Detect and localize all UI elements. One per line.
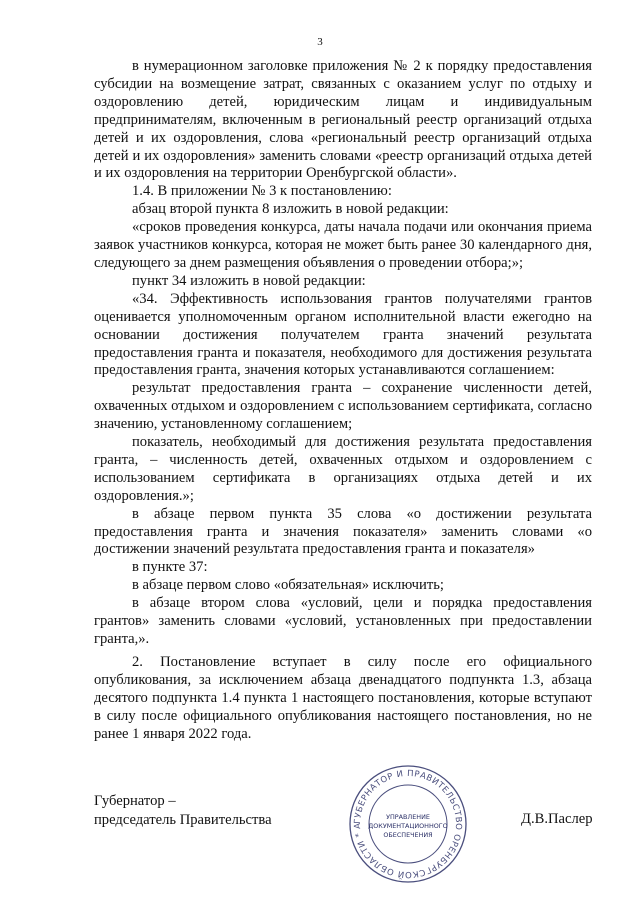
document-body — [94, 58, 592, 743]
paragraph: в пункте 37: — [132, 559, 208, 576]
paragraph: в нумерационном заголовке приложения № 2 к порядку предоставления субсидии на возмещение затрат, связанных с оказанием услуг по отдыху и оздоровлению детей, юридическим лицам и индивидуальным предпринимателям, включенным в региональный реестр организаций отдыха детей и их оздоровления, слова «региональный реестр организаций отдыха детей и их оздоровления» заменить словами «реестр организаций отдыха детей и их оздоровления на территории Оренбургской области». — [94, 58, 592, 182]
stamp-line2: ДОКУМЕНТАЦИОННОГО — [368, 822, 448, 830]
paragraph: в абзаце втором слова «условий, цели и порядка предоставления грантов» заменить словами «условий, установленных при предоставлении гранта,». — [94, 595, 592, 647]
paragraph: показатель, необходимый для достижения результата предоставления гранта, – численность детей, охваченных отдыхом и оздоровлением с использованием сертификата в организациях отдыха детей и их оздоровления.»; — [94, 434, 592, 504]
stamp-line3: ОБЕСПЕЧЕНИЯ — [383, 831, 433, 839]
paragraph: пункт 34 изложить в новой редакции: — [132, 272, 366, 289]
paragraph: «34. Эффективность использования грантов получателями грантов оценивается уполномоченным органом исполнительной власти ежегодно на основании достижения получателем гранта значений результата предоставления гранта и показателя, необходимого для достижения результата предоставления гранта, значения которых устанавливаются соглашением: — [94, 290, 592, 379]
paragraph: абзац второй пункта 8 изложить в новой редакции: — [132, 201, 449, 218]
paragraph: «сроков проведения конкурса, даты начала подачи или окончания приема заявок участников конкурса, которая не может быть ранее 30 календарного дня, следующего за днем размещения объявления о проведении отбора;»; — [94, 219, 592, 271]
signature-title — [94, 792, 272, 830]
signature-title-line1: Губернатор – — [94, 793, 176, 809]
paragraph: в абзаце первом слово «обязательная» исключить; — [132, 577, 444, 594]
paragraph: результат предоставления гранта – сохранение численности детей, охваченных отдыхом и оздоровлением с использованием сертификата, согласно значению, установленному соглашением; — [94, 380, 592, 433]
official-stamp — [346, 762, 470, 886]
signature-title-line2: председатель Правительства — [94, 812, 272, 828]
paragraph: 2. Постановление вступает в силу после его официального опубликования, за исключением абзаца двенадцатого подпункта 1.3, абзаца десятого подпункта 1.4 пункта 1 настоящего постановления, которые вступают в силу после официального опубликования настоящего постановления, но не ранее 1 января 2022 года. — [94, 653, 592, 742]
stamp-ring-text: ГУБЕРНАТОР И ПРАВИТЕЛЬСТВО ОРЕНБУРГСКОЙ ОБЛАСТИ * А — [352, 768, 464, 880]
paragraph: 1.4. В приложении № 3 к постановлению: — [132, 183, 392, 200]
page-number: 3 — [317, 36, 323, 48]
signatory-name: Д.В.Паслер — [521, 811, 593, 827]
stamp-seal-icon — [346, 762, 470, 886]
stamp-line1: УПРАВЛЕНИЕ — [386, 813, 430, 821]
paragraph: в абзаце первом пункта 35 слова «о достижении результата предоставления гранта и значения показателя» заменить словами «о достижении значений результата предоставления гранта и показателя» — [94, 505, 592, 558]
